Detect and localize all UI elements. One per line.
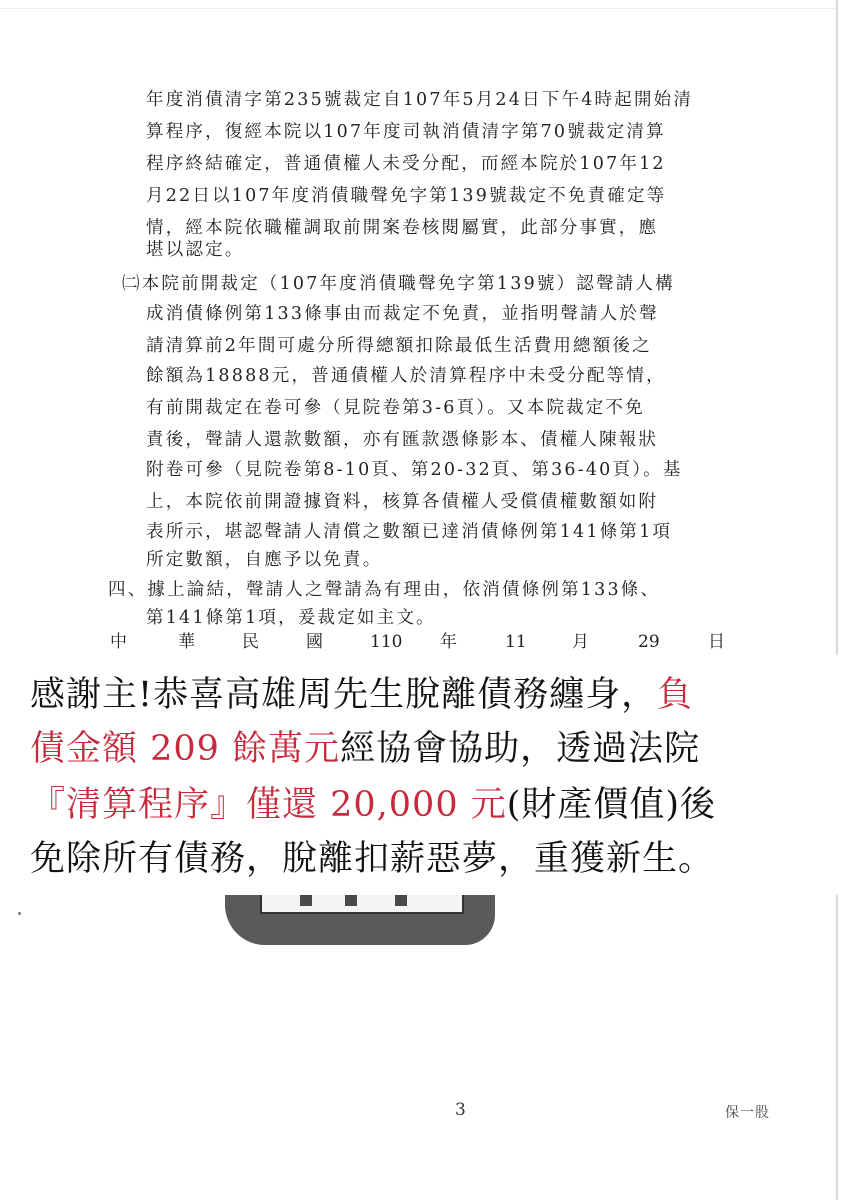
date-char: 中 [110, 632, 127, 652]
ruling-paragraph-2-line: ㈡本院前開裁定（107年度消債職聲免字第139號）認聲請人構 [122, 274, 675, 294]
date-char: 民 [242, 632, 259, 652]
date-year: 110 [370, 632, 403, 652]
ruling-line: 情，經本院依職權調取前開案卷核閱屬實，此部分事實，應 [146, 218, 659, 238]
ruling-line: 程序終結確定，普通債權人未受分配，而經本院於107年12 [146, 154, 666, 174]
page-right-edge [836, 0, 838, 1200]
ruling-line: 表所示，堪認聲請人清償之數額已達消債條例第141條第1項 [146, 522, 673, 542]
banner-highlight: 『清算程序』僅還 20,000 元 [30, 785, 507, 825]
date-char: 國 [306, 632, 323, 652]
banner-text: 感謝主!恭喜高雄周先生脫離債務纏身， [30, 675, 658, 715]
ruling-line: 所定數額，自應予以免責。 [146, 550, 383, 570]
ruling-line: 餘額為18888元，普通債權人於清算程序中未受分配等情， [146, 366, 666, 386]
ruling-line: 成消債條例第133條事由而裁定不免責，並指明聲請人於聲 [146, 304, 659, 324]
ruling-line: 算程序，復經本院以107年度司執消債清字第70號裁定清算 [146, 122, 666, 142]
banner-highlight: 債金額 209 餘萬元 [30, 729, 341, 769]
date-char: 華 [178, 632, 195, 652]
banner-line-3 [30, 783, 716, 827]
ruling-line: 月22日以107年度消債職聲免字第139號裁定不免責確定等 [146, 186, 667, 206]
banner-line-1 [30, 673, 693, 717]
conclusion-line: 第141條第1項，爰裁定如主文。 [146, 608, 436, 628]
ruling-line: 堪以認定。 [146, 240, 245, 260]
banner-line-4: 免除所有債務，脫離扣薪惡夢，重獲新生。 [30, 839, 715, 879]
date-char: 月 [572, 632, 589, 652]
ruling-line: 責後，聲請人還款數額，亦有匯款憑條影本、債權人陳報狀 [146, 430, 659, 450]
page-top-edge [0, 8, 836, 9]
ruling-line: 請清算前2年間可處分所得總額扣除最低生活費用總額後之 [146, 336, 652, 356]
date-char: 年 [440, 632, 457, 652]
section-tag: 保一股 [725, 1105, 770, 1121]
banner-line-2 [30, 727, 700, 771]
conclusion-line: 四、據上論結，聲請人之聲請為有理由，依消債條例第133條、 [108, 580, 661, 600]
ruling-line: 附卷可參（見院卷第8-10頁、第20-32頁、第36-40頁）。基 [146, 460, 683, 480]
banner-text: 經協會協助，透過法院 [340, 729, 701, 769]
scan-speck [18, 912, 21, 915]
banner-text: (財產價值)後 [506, 785, 717, 825]
date-month: 11 [505, 632, 527, 652]
page-number: 3 [455, 1100, 466, 1120]
ruling-line: 有前開裁定在卷可參（見院卷第3-6頁）。又本院裁定不免 [146, 398, 645, 418]
date-day: 29 [638, 632, 660, 652]
ruling-line: 年度消債清字第235號裁定自107年5月24日下午4時起開始清 [146, 90, 694, 110]
banner-highlight: 負 [657, 675, 694, 715]
congratulation-banner [0, 655, 848, 895]
date-char: 日 [708, 632, 725, 652]
ruling-line: 上，本院依前開證據資料，核算各債權人受償債權數額如附 [146, 492, 659, 512]
